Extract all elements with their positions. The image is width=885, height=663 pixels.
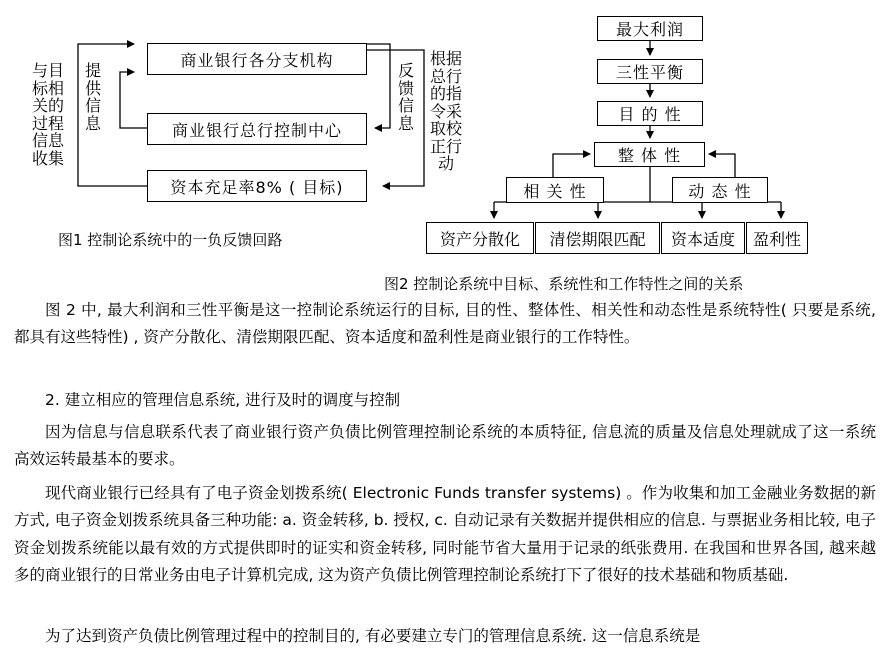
fig2-node-maturity-match: 清偿期限匹配	[535, 222, 660, 254]
fig1-inner-left-loop	[120, 72, 147, 128]
body-paragraph-4: 为了达到资产负债比例管理过程中的控制目的, 有必要建立专门的管理信息系统. 这一信息系统是	[45, 627, 701, 645]
fig2-caption: 图2 控制论系统中目标、系统性和工作特性之间的关系	[384, 275, 744, 293]
fig1-box-branches: 商业银行各分支机构	[147, 43, 367, 75]
fig1-outer-right-loop	[367, 50, 424, 186]
fig2-node-three-balance: 三性平衡	[597, 59, 703, 84]
body-paragraph-3: 现代商业银行已经具有了电子资金划拨系统( Electronic Funds transfer systems) 。作为收集和加工金融业务数据的新方式, 电子资金划拨系统具备三种功能: a. 资金转移, b. 授权, c. 自动记录有关数据并提供相应的信息. 与票据业务相比较, 电子资金划拨系统能以最有效的方式提供即时的证实和资金转移, 同时能节省大量用于记录的纸张费用. 在我国和世界各国, 越来越多的商业银行的日常业务由电子计算机完成, 这为资产负债比例管理控制论系统打下了很好的技术基础和物质基础.	[14, 484, 876, 585]
fig2-node-capital-adequacy: 资本适度	[661, 222, 745, 254]
fig2-node-diversification: 资产分散化	[426, 222, 534, 254]
fig2-node-dynamic: 动 态 性	[672, 177, 768, 203]
fig1-box-control-center: 商业银行总行控制中心	[147, 113, 367, 145]
fig2-node-relevance: 相 关 性	[506, 177, 604, 203]
fig1-label-feedback-info: 反馈信息	[397, 61, 414, 133]
fig1-label-provide-info: 提供信息	[84, 61, 101, 133]
fig2-node-max-profit: 最大利润	[597, 16, 703, 41]
fig1-label-collect-info: 与目标相关的过程信息收集	[31, 61, 64, 168]
fig2-node-profitability: 盈利性	[746, 222, 808, 254]
fig2-node-purpose: 目 的 性	[597, 101, 703, 126]
fig1-caption: 图1 控制论系统中的一负反馈回路	[58, 231, 283, 249]
fig1-label-instruction: 根据总行的指令采取校正行动	[429, 49, 462, 173]
fig2-dynamic-to-integrity	[709, 154, 735, 177]
fig2-node-integrity: 整 体 性	[594, 142, 705, 167]
section-heading-2: 2. 建立相应的管理信息系统, 进行及时的调度与控制	[45, 391, 401, 409]
fig1-inner-right-loop	[367, 44, 390, 128]
body-paragraph-1: 图 2 中, 最大利润和三性平衡是这一控制论系统运行的目标, 目的性、整体性、相关性和动态性是系统特性( 只要是系统, 都具有这些特性) , 资产分散化、清偿期限匹配、资本适度和盈利性是商业银行的工作特性。	[14, 301, 876, 347]
fig1-box-target: 资本充足率8% ( 目标)	[147, 170, 367, 202]
fig2-relevance-to-integrity	[553, 154, 590, 177]
body-paragraph-2: 因为信息与信息联系代表了商业银行资产负债比例管理控制论系统的本质特征, 信息流的质量及信息处理就成了这一系统高效运转最基本的要求。	[14, 423, 876, 469]
